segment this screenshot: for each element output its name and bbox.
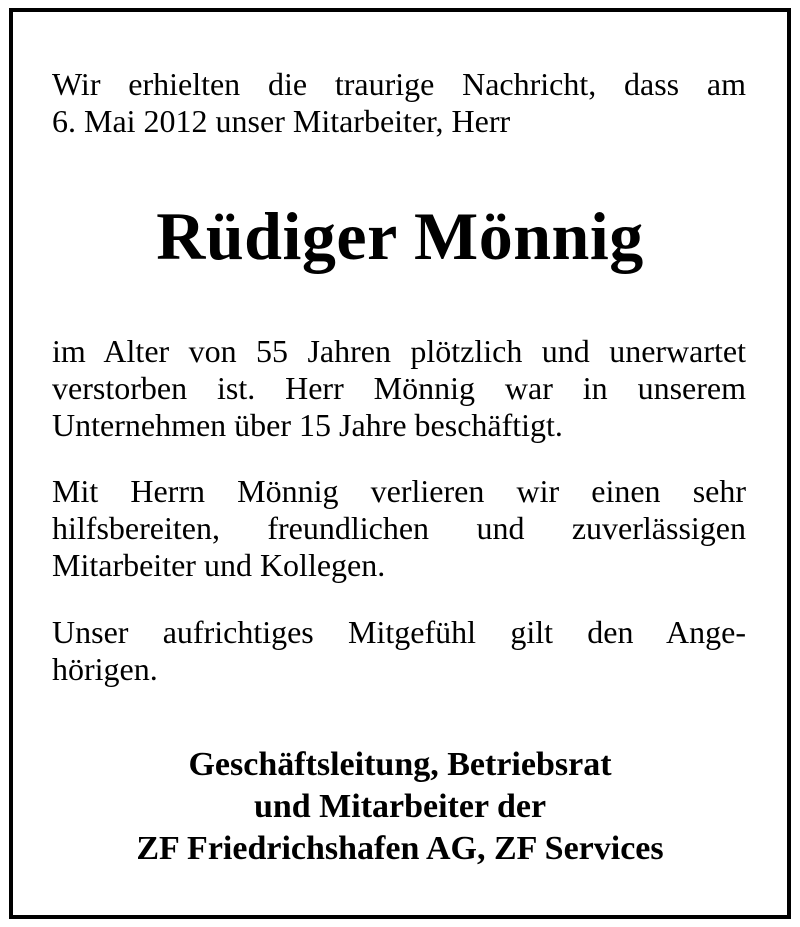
signature-line: ZF Friedrichshafen AG, ZF Services	[136, 830, 664, 867]
intro-line: Wir erhielten die traurige Nachricht, dass am	[52, 66, 746, 102]
signature-line: Geschäftsleitung, Betriebsrat	[188, 746, 612, 783]
paragraph-line: Unternehmen über 15 Jahre beschäftigt.	[52, 407, 563, 443]
signature-block	[0, 744, 800, 870]
paragraph-line: hilfsbereiten, freundlichen und zuverlässigen	[52, 510, 746, 546]
paragraph-line: Mitarbeiter und Kollegen.	[52, 547, 386, 583]
intro-paragraph	[52, 66, 746, 140]
signature-line: und Mitarbeiter der	[253, 788, 547, 825]
age-and-employment-paragraph	[52, 333, 746, 444]
tribute-paragraph	[52, 473, 746, 584]
paragraph-line: hörigen.	[52, 651, 158, 687]
paragraph-line: verstorben ist. Herr Mönnig war in unserem	[52, 370, 746, 406]
paragraph-line: Mit Herrn Mönnig verlieren wir einen sehr	[52, 473, 746, 509]
intro-line: 6. Mai 2012 unser Mitarbeiter, Herr	[52, 103, 511, 139]
deceased-name-heading: Rüdiger Mönnig	[156, 198, 644, 274]
paragraph-line: Unser aufrichtiges Mitgefühl gilt den Ange-	[52, 614, 746, 650]
condolence-paragraph	[52, 614, 746, 688]
paragraph-line: im Alter von 55 Jahren plötzlich und unerwartet	[52, 333, 746, 369]
